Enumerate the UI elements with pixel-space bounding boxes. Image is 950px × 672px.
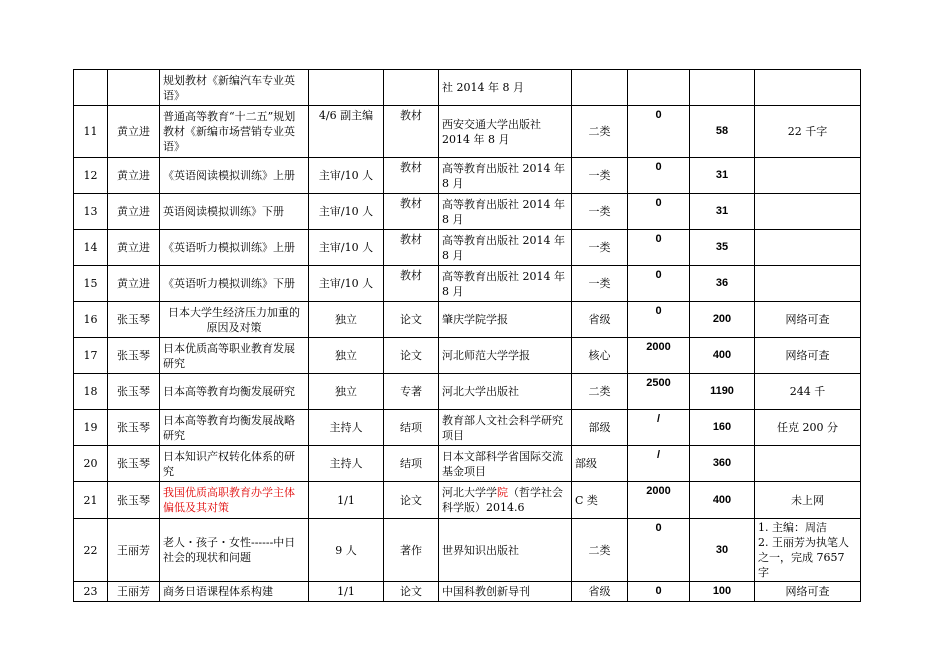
cell-level: 二类 <box>572 519 628 582</box>
cell-role: 主审/10 人 <box>309 194 384 230</box>
cell-type <box>384 70 439 106</box>
cell-title: 日本优质高等职业教育发展研究 <box>160 338 309 374</box>
cell-value-2: 31 <box>690 194 755 230</box>
cell-no: 17 <box>74 338 108 374</box>
cell-value-1: 2000 <box>628 482 690 519</box>
cell-note: 未上网 <box>755 482 861 519</box>
cell-role: 独立 <box>309 302 384 338</box>
cell-value-1: 2500 <box>628 374 690 410</box>
cell-role: 独立 <box>309 338 384 374</box>
cell-title: 《英语阅读模拟训练》上册 <box>160 158 309 194</box>
cell-name <box>108 70 160 106</box>
cell-note: 网络可查 <box>755 582 861 602</box>
cell-value-1: 0 <box>628 106 690 158</box>
cell-value-1: / <box>628 446 690 482</box>
cell-note: 网络可查 <box>755 302 861 338</box>
cell-publisher: 河北师范大学学报 <box>439 338 572 374</box>
cell-note: 任克 200 分 <box>755 410 861 446</box>
cell-value-2: 30 <box>690 519 755 582</box>
cell-no <box>74 70 108 106</box>
cell-value-2 <box>690 70 755 106</box>
cell-value-2: 200 <box>690 302 755 338</box>
cell-title: 日本高等教育均衡发展战略研究 <box>160 410 309 446</box>
cell-publisher: 高等教育出版社 2014 年 8 月 <box>439 194 572 230</box>
cell-value-2: 35 <box>690 230 755 266</box>
table-row <box>74 230 861 266</box>
cell-type: 教材 <box>384 230 439 266</box>
cell-type: 教材 <box>384 158 439 194</box>
cell-no: 11 <box>74 106 108 158</box>
cell-note <box>755 266 861 302</box>
cell-name: 张玉琴 <box>108 410 160 446</box>
cell-value-2: 100 <box>690 582 755 602</box>
cell-value-1: 0 <box>628 230 690 266</box>
cell-note: 244 千 <box>755 374 861 410</box>
cell-role: 独立 <box>309 374 384 410</box>
achievement-table <box>73 69 861 602</box>
cell-title: 商务日语课程体系构建 <box>160 582 309 602</box>
publisher-highlight: 院 <box>497 486 508 499</box>
cell-publisher: 社 2014 年 8 月 <box>439 70 572 106</box>
cell-level: 二类 <box>572 374 628 410</box>
cell-value-2: 58 <box>690 106 755 158</box>
cell-value-1: 0 <box>628 194 690 230</box>
cell-name: 张玉琴 <box>108 302 160 338</box>
cell-value-1: 0 <box>628 302 690 338</box>
table-row <box>74 338 861 374</box>
cell-no: 21 <box>74 482 108 519</box>
cell-role: 1/1 <box>309 482 384 519</box>
cell-level: 一类 <box>572 158 628 194</box>
note-line-1: 1. 主编：周洁 <box>758 521 827 534</box>
cell-type: 专著 <box>384 374 439 410</box>
cell-type: 论文 <box>384 482 439 519</box>
cell-note: 22 千字 <box>755 106 861 158</box>
cell-level <box>572 70 628 106</box>
cell-level: 二类 <box>572 106 628 158</box>
cell-role: 主持人 <box>309 446 384 482</box>
cell-title: 英语阅读模拟训练》下册 <box>160 194 309 230</box>
cell-type: 教材 <box>384 106 439 158</box>
cell-name: 黄立进 <box>108 266 160 302</box>
cell-no: 19 <box>74 410 108 446</box>
cell-title: 我国优质高职教育办学主体偏低及其对策 <box>160 482 309 519</box>
table-row <box>74 482 861 519</box>
cell-publisher: 高等教育出版社 2014 年 8 月 <box>439 266 572 302</box>
cell-level: 一类 <box>572 266 628 302</box>
cell-no: 22 <box>74 519 108 582</box>
cell-no: 20 <box>74 446 108 482</box>
table-row <box>74 582 861 602</box>
table-row <box>74 374 861 410</box>
cell-title: 普通高等教育“十二五”规划教材《新编市场营销专业英语》 <box>160 106 309 158</box>
cell-type: 教材 <box>384 194 439 230</box>
cell-publisher: 日本文部科学省国际交流基金项目 <box>439 446 572 482</box>
cell-role: 主审/10 人 <box>309 266 384 302</box>
publisher-text-cont: （哲学社会科学版）2014.6 <box>442 486 563 514</box>
cell-title: 规划教材《新编汽车专业英语》 <box>160 70 309 106</box>
cell-name: 王丽芳 <box>108 519 160 582</box>
cell-note <box>755 194 861 230</box>
cell-type: 论文 <box>384 338 439 374</box>
table-row <box>74 410 861 446</box>
cell-no: 16 <box>74 302 108 338</box>
cell-value-1: 2000 <box>628 338 690 374</box>
cell-role: 主审/10 人 <box>309 230 384 266</box>
cell-publisher <box>439 482 572 519</box>
cell-publisher: 河北大学出版社 <box>439 374 572 410</box>
cell-name: 张玉琴 <box>108 338 160 374</box>
table-row <box>74 519 861 582</box>
cell-value-2: 360 <box>690 446 755 482</box>
cell-no: 12 <box>74 158 108 194</box>
cell-value-2: 36 <box>690 266 755 302</box>
table-row <box>74 266 861 302</box>
cell-role: 4/6 副主编 <box>309 106 384 158</box>
cell-value-2: 160 <box>690 410 755 446</box>
cell-title: 日本高等教育均衡发展研究 <box>160 374 309 410</box>
cell-name: 黄立进 <box>108 158 160 194</box>
cell-level: C 类 <box>572 482 628 519</box>
cell-value-1: 0 <box>628 519 690 582</box>
cell-title: 《英语听力模拟训练》下册 <box>160 266 309 302</box>
cell-publisher: 西安交通大学出版社 2014 年 8 月 <box>439 106 572 158</box>
cell-no: 18 <box>74 374 108 410</box>
cell-level: 一类 <box>572 230 628 266</box>
cell-value-2: 31 <box>690 158 755 194</box>
cell-value-1 <box>628 70 690 106</box>
cell-level: 核心 <box>572 338 628 374</box>
table-row <box>74 106 861 158</box>
cell-level: 省级 <box>572 302 628 338</box>
table-row <box>74 446 861 482</box>
table-row <box>74 70 861 106</box>
cell-publisher: 高等教育出版社 2014 年 8 月 <box>439 158 572 194</box>
cell-level: 省级 <box>572 582 628 602</box>
cell-value-2: 400 <box>690 482 755 519</box>
table-row <box>74 302 861 338</box>
cell-no: 23 <box>74 582 108 602</box>
cell-title: 《英语听力模拟训练》上册 <box>160 230 309 266</box>
cell-note <box>755 446 861 482</box>
cell-type: 论文 <box>384 582 439 602</box>
cell-no: 15 <box>74 266 108 302</box>
cell-value-1: 0 <box>628 582 690 602</box>
cell-level: 部级 <box>572 446 628 482</box>
cell-name: 张玉琴 <box>108 446 160 482</box>
cell-type: 著作 <box>384 519 439 582</box>
cell-publisher: 教育部人文社会科学研究项目 <box>439 410 572 446</box>
cell-value-1: 0 <box>628 266 690 302</box>
cell-note <box>755 158 861 194</box>
cell-name: 张玉琴 <box>108 374 160 410</box>
cell-level: 一类 <box>572 194 628 230</box>
cell-role: 主审/10 人 <box>309 158 384 194</box>
cell-value-2: 1190 <box>690 374 755 410</box>
cell-name: 张玉琴 <box>108 482 160 519</box>
cell-publisher: 中国科教创新导刊 <box>439 582 572 602</box>
cell-name: 王丽芳 <box>108 582 160 602</box>
cell-role <box>309 70 384 106</box>
cell-publisher: 世界知识出版社 <box>439 519 572 582</box>
cell-name: 黄立进 <box>108 230 160 266</box>
cell-name: 黄立进 <box>108 194 160 230</box>
cell-name: 黄立进 <box>108 106 160 158</box>
cell-value-1: 0 <box>628 158 690 194</box>
cell-title: 老人・孩子・女性------中日社会的现状和问题 <box>160 519 309 582</box>
cell-note <box>755 230 861 266</box>
cell-title: 日本大学生经济压力加重的原因及对策 <box>160 302 309 338</box>
cell-title: 日本知识产权转化体系的研究 <box>160 446 309 482</box>
cell-role: 1/1 <box>309 582 384 602</box>
cell-note <box>755 70 861 106</box>
note-line-2: 2. 王丽芳为执笔人之一，完成 7657 字 <box>758 536 849 579</box>
cell-role: 9 人 <box>309 519 384 582</box>
cell-type: 结项 <box>384 410 439 446</box>
cell-type: 教材 <box>384 266 439 302</box>
cell-note: 网络可查 <box>755 338 861 374</box>
cell-role: 主持人 <box>309 410 384 446</box>
cell-value-2: 400 <box>690 338 755 374</box>
cell-type: 论文 <box>384 302 439 338</box>
cell-type: 结项 <box>384 446 439 482</box>
cell-publisher: 肇庆学院学报 <box>439 302 572 338</box>
cell-note <box>755 519 861 582</box>
cell-publisher: 高等教育出版社 2014 年 8 月 <box>439 230 572 266</box>
table-row <box>74 158 861 194</box>
cell-level: 部级 <box>572 410 628 446</box>
cell-value-1: / <box>628 410 690 446</box>
table-row <box>74 194 861 230</box>
cell-no: 14 <box>74 230 108 266</box>
cell-no: 13 <box>74 194 108 230</box>
publisher-text: 河北大学学 <box>442 486 497 499</box>
